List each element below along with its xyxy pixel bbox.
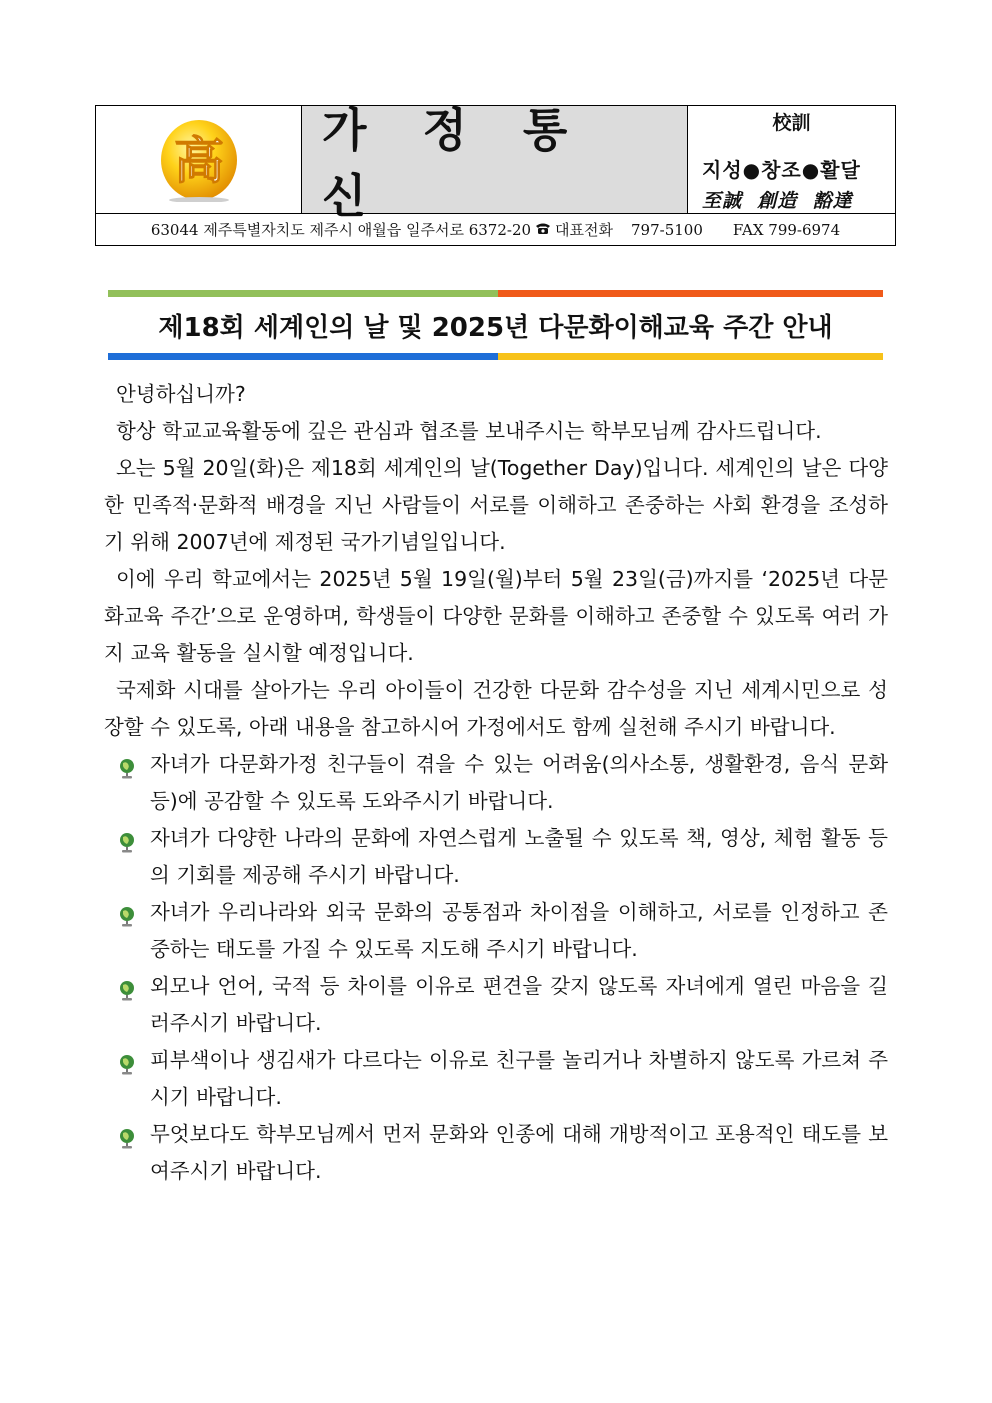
motto-korean: 지성●창조●활달: [702, 158, 861, 182]
banner-bar-bottom-right: [498, 353, 883, 360]
paragraph: 국제화 시대를 살아가는 우리 아이들이 건강한 다문화 감수성을 지닌 세계시민으로 성장할 수 있도록, 아래 내용을 참고하시어 가정에서도 함께 실천해 주시기 바랍니다.: [104, 678, 888, 739]
motto-hanja: 至誠 創造 豁達: [702, 190, 853, 212]
globe-icon: [118, 1050, 136, 1087]
list-item-text: 무엇보다도 학부모님께서 먼저 문화와 인종에 대해 개방적이고 포용적인 태도를 보여주시기 바랍니다.: [150, 1122, 888, 1183]
newsletter-header: [95, 102, 896, 246]
school-motto: [688, 106, 895, 213]
list-item-text: 자녀가 다양한 나라의 문화에 자연스럽게 노출될 수 있도록 책, 영상, 체험 활동 등의 기회를 제공해 주시기 바랍니다.: [150, 826, 888, 887]
globe-icon: [118, 754, 136, 791]
list-item: [104, 968, 888, 1042]
phone-label: 대표전화: [555, 221, 614, 239]
school-logo-icon: [158, 116, 240, 202]
globe-icon: [118, 902, 136, 939]
globe-icon: [118, 976, 136, 1013]
fax-number: FAX 799-6974: [732, 220, 841, 239]
list-item: [104, 746, 888, 820]
guidance-list: [104, 746, 888, 1190]
newsletter-title-cell: [302, 102, 688, 223]
globe-icon: [118, 828, 136, 865]
list-item-text: 피부색이나 생김새가 다르다는 이유로 친구를 놀리거나 차별하지 않도록 가르쳐 주시기 바랍니다.: [150, 1048, 888, 1109]
list-item: [104, 1116, 888, 1190]
banner-bar-bottom-left: [108, 353, 498, 360]
list-item: [104, 1042, 888, 1116]
list-item: [104, 820, 888, 894]
address-bar: [96, 213, 895, 245]
phone-number: 797-5100: [631, 220, 703, 239]
list-item: [104, 894, 888, 968]
paragraph: 이에 우리 학교에서는 2025년 5월 19일(월)부터 5월 23일(금)까지를 ‘2025년 다문화교육 주간’으로 운영하며, 학생들이 다양한 문화를 이해하고 존중할 수 있도록 여러 가지 교육 활동을 실시할 예정입니다.: [104, 567, 888, 665]
school-logo-cell: [96, 106, 302, 213]
motto-title: 校訓: [772, 112, 811, 134]
banner-bar-top-right: [498, 290, 883, 297]
letter-body: [104, 376, 888, 1190]
list-item-text: 자녀가 다문화가정 친구들이 겪을 수 있는 어려움(의사소통, 생활환경, 음식 문화 등)에 공감할 수 있도록 도와주시기 바랍니다.: [150, 752, 888, 813]
paragraph: 항상 학교교육활동에 깊은 관심과 협조를 보내주시는 학부모님께 감사드립니다.: [116, 419, 822, 443]
list-item-text: 외모나 언어, 국적 등 차이를 이유로 편견을 갖지 않도록 자녀에게 열린 마음을 길러주시기 바랍니다.: [150, 974, 888, 1035]
list-item-text: 자녀가 우리나라와 외국 문화의 공통점과 차이점을 이해하고, 서로를 인정하고 존중하는 태도를 가질 수 있도록 지도해 주시기 바랍니다.: [150, 900, 888, 961]
school-address: 63044 제주특별자치도 제주시 애월읍 일주서로 6372-20: [150, 221, 532, 239]
telephone-icon: [535, 221, 551, 239]
newsletter-title: 가 정 통 신: [322, 102, 588, 223]
globe-icon: [118, 1124, 136, 1161]
announcement-banner: [108, 290, 883, 360]
logo-glyph: 高: [174, 131, 224, 190]
banner-bar-top-left: [108, 290, 498, 297]
paragraph: 오는 5월 20일(화)은 제18회 세계인의 날(Together Day)입니다. 세계인의 날은 다양한 민족적·문화적 배경을 지닌 사람들이 서로를 이해하고 존중하는 사회 환경을 조성하기 위해 2007년에 제정된 국가기념일입니다.: [104, 456, 888, 554]
greeting: 안녕하십니까?: [116, 382, 246, 406]
announcement-title: 제18회 세계인의 날 및 2025년 다문화이해교육 주간 안내: [158, 312, 833, 343]
